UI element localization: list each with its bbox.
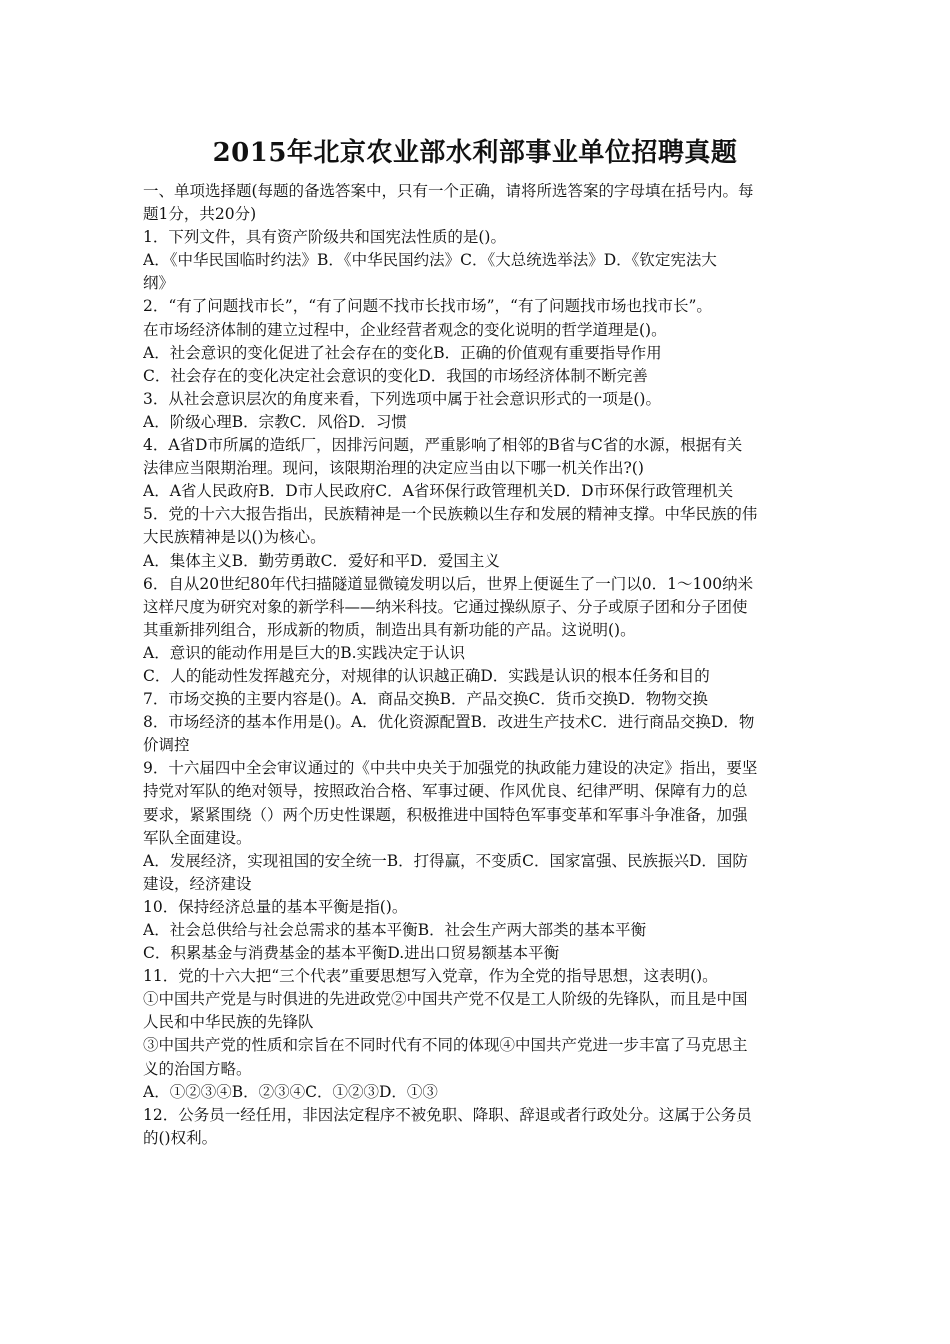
text-line: 义的治国方略。: [143, 1059, 252, 1078]
text-line: 的()权利。: [143, 1128, 218, 1147]
text-line: 8．市场经济的基本作用是()。A．优化资源配置B．改进生产技术C．进行商品交换D．物: [143, 713, 755, 732]
text-line: 9．十六届四中全会审议通过的《中共中央关于加强党的执政能力建设的决定》指出，要坚: [143, 759, 758, 778]
text-line: 5．党的十六大报告指出，民族精神是一个民族赖以生存和发展的精神支撑。中华民族的伟: [143, 505, 758, 524]
text-line: 在市场经济体制的建立过程中，企业经营者观念的变化说明的哲学道理是()。: [143, 320, 667, 339]
text-line: 人民和中华民族的先锋队: [143, 1013, 314, 1032]
text-line: A．社会意识的变化促进了社会存在的变化B．正确的价值观有重要指导作用: [143, 343, 662, 362]
text-line: 11．党的十六大把“三个代表”重要思想写入党章，作为全党的指导思想，这表明()。: [143, 967, 718, 986]
text-line: A．①②③④B．②③④C．①②③D．①③: [143, 1082, 438, 1101]
text-line: C．人的能动性发挥越充分，对规律的认识越正确D．实践是认识的根本任务和目的: [143, 666, 710, 685]
page-title: 2015年北京农业部水利部事业单位招聘真题: [212, 138, 738, 168]
text-line: 1．下列文件，具有资产阶级共和国宪法性质的是()。: [143, 228, 506, 247]
text-line: ①中国共产党是与时俱进的先进政党②中国共产党不仅是工人阶级的先锋队，而且是中国: [143, 990, 748, 1009]
text-line: 建设，经济建设: [143, 874, 252, 893]
text-line: C．积累基金与消费基金的基本平衡D.进出口贸易额基本平衡: [143, 944, 560, 963]
text-line: 12．公务员一经任用，非因法定程序不被免职、降职、辞退或者行政处分。这属于公务员: [143, 1105, 752, 1124]
text-line: A．《中华民国临时约法》B．《中华民国约法》C．《大总统选举法》D．《钦定宪法大: [143, 251, 717, 270]
text-line: 7．市场交换的主要内容是()。A．商品交换B．产品交换C．货币交换D．物物交换: [143, 690, 708, 709]
text-line: 一、单项选择题(每题的备选答案中，只有一个正确，请将所选答案的字母填在括号内。每: [143, 182, 754, 200]
text-line: 价调控: [143, 736, 190, 755]
text-line: 6．自从20世纪80年代扫描隧道显微镜发明以后，世界上便诞生了一门以0．1～100纳米: [143, 574, 754, 593]
text-line: 要求，紧紧围绕（）两个历史性课题，积极推进中国特色军事变革和军事斗争准备，加强: [143, 805, 748, 824]
text-line: A．阶级心理B．宗教C．风俗D．习惯: [143, 412, 407, 431]
text-line: 大民族精神是以()为核心。: [143, 528, 326, 547]
text-line: A．发展经济，实现祖国的安全统一B．打得赢，不变质C．国家富强、民族振兴D．国防: [143, 851, 748, 870]
text-line: 10．保持经济总量的基本平衡是指()。: [143, 897, 408, 916]
text-line: 这样尺度为研究对象的新学科——纳米科技。它通过操纵原子、分子或原子团和分子团使: [143, 597, 748, 616]
text-line: 纲》: [143, 274, 175, 293]
text-line: A．社会总供给与社会总需求的基本平衡B．社会生产两大部类的基本平衡: [143, 921, 647, 939]
document-body: [143, 180, 810, 1150]
text-line: 3．从社会意识层次的角度来看，下列选项中属于社会意识形式的一项是()。: [143, 389, 661, 408]
text-line: 法律应当限期治理。现问，该限期治理的决定应当由以下哪一机关作出?(): [143, 459, 644, 478]
text-line: C．社会存在的变化决定社会意识的变化D．我国的市场经济体制不断完善: [143, 366, 648, 385]
text-line: 2．“有了问题找市长”，“有了问题不找市长找市场”，“有了问题找市场也找市长”。: [143, 297, 712, 316]
text-line: 军队全面建设。: [143, 828, 252, 847]
text-line: A．意识的能动作用是巨大的B.实践决定于认识: [143, 643, 466, 662]
text-line: ③中国共产党的性质和宗旨在不同时代有不同的体现④中国共产党进一步丰富了马克思主: [143, 1036, 748, 1055]
text-line: 持党对军队的绝对领导，按照政治合格、军事过硬、作风优良、纪律严明、保障有力的总: [143, 782, 748, 801]
text-line: 题1分，共20分): [143, 205, 257, 224]
text-line: 4．A省D市所属的造纸厂，因排污问题，严重影响了相邻的B省与C省的水源，根据有关: [143, 436, 743, 455]
text-line: 其重新排列组合，形成新的物质，制造出具有新功能的产品。这说明()。: [143, 620, 636, 639]
text-line: A．A省人民政府B．D市人民政府C．A省环保行政管理机关D．D市环保行政管理机关: [143, 482, 734, 501]
text-line: A．集体主义B．勤劳勇敢C．爱好和平D．爱国主义: [143, 551, 500, 570]
